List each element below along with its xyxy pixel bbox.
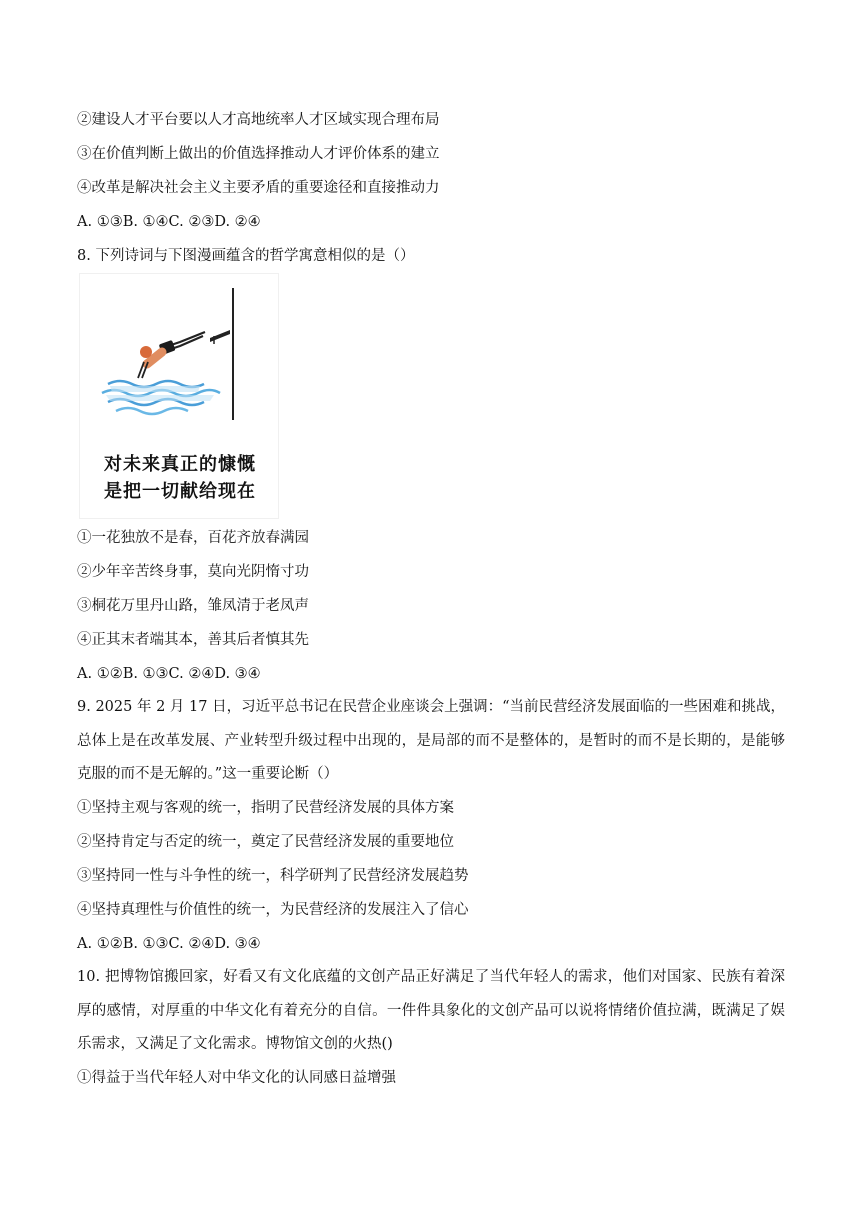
q9-option-1: ①坚持主观与客观的统一，指明了民营经济发展的具体方案 <box>77 800 454 816</box>
q9-option-4: ④坚持真理性与价值性的统一，为民营经济的发展注入了信心 <box>77 902 469 918</box>
q7-option-4: ④改革是解决社会主义主要矛盾的重要途径和直接推动力 <box>77 180 440 196</box>
q9-stem: 9. 2025 年 2 月 17 日，习近平总书记在民营企业座谈会上强调：“当前民营经济发展面临的一些困难和挑战，总体上是在改革发展、产业转型升级过程中出现的，是局部的而不是整体的，是暂时的而不是长期的，是能够克服的而不是无解的。”这一重要论断（） <box>77 699 785 782</box>
q9-option-3: ③坚持同一性与斗争性的统一，科学研判了民营经济发展趋势 <box>77 868 469 884</box>
q7-option-2: ②建设人才平台要以人才高地统率人才区域实现合理布局 <box>77 112 440 128</box>
q10-option-1: ①得益于当代年轻人对中华文化的认同感日益增强 <box>77 1070 396 1086</box>
q8-option-1: ①一花独放不是春，百花齐放春满园 <box>77 530 309 546</box>
q9-choices: A. ①②B. ①③C. ②④D. ③④ <box>77 936 261 952</box>
q8-cartoon-image <box>79 273 279 519</box>
q7-option-3: ③在价值判断上做出的价值选择推动人才评价体系的建立 <box>77 146 440 162</box>
cartoon-caption-line-2: 是把一切献给现在 <box>104 481 256 502</box>
q8-choices: A. ①②B. ①③C. ②④D. ③④ <box>77 666 261 682</box>
q7-choices: A. ①③B. ①④C. ②③D. ②④ <box>77 214 261 230</box>
q8-stem: 8. 下列诗词与下图漫画蕴含的哲学寓意相似的是（） <box>77 248 415 264</box>
q8-option-2: ②少年辛苦终身事，莫向光阴惰寸功 <box>77 564 309 580</box>
q8-option-3: ③桐花万里丹山路，雏凤清于老凤声 <box>77 598 309 614</box>
cartoon-caption-line-1: 对未来真正的慷慨 <box>104 454 256 475</box>
q10-stem: 10. 把博物馆搬回家，好看又有文化底蕴的文创产品正好满足了当代年轻人的需求，他们对国家、民族有着深厚的感情，对厚重的中华文化有着充分的自信。一件件具象化的文创产品可以说将情绪价值拉满，既满足了娱乐需求，又满足了文化需求。博物馆文创的火热() <box>77 969 785 1052</box>
q9-option-2: ②坚持肯定与否定的统一，奠定了民营经济发展的重要地位 <box>77 834 454 850</box>
q8-option-4: ④正其末者端其本，善其后者慎其先 <box>77 632 309 648</box>
